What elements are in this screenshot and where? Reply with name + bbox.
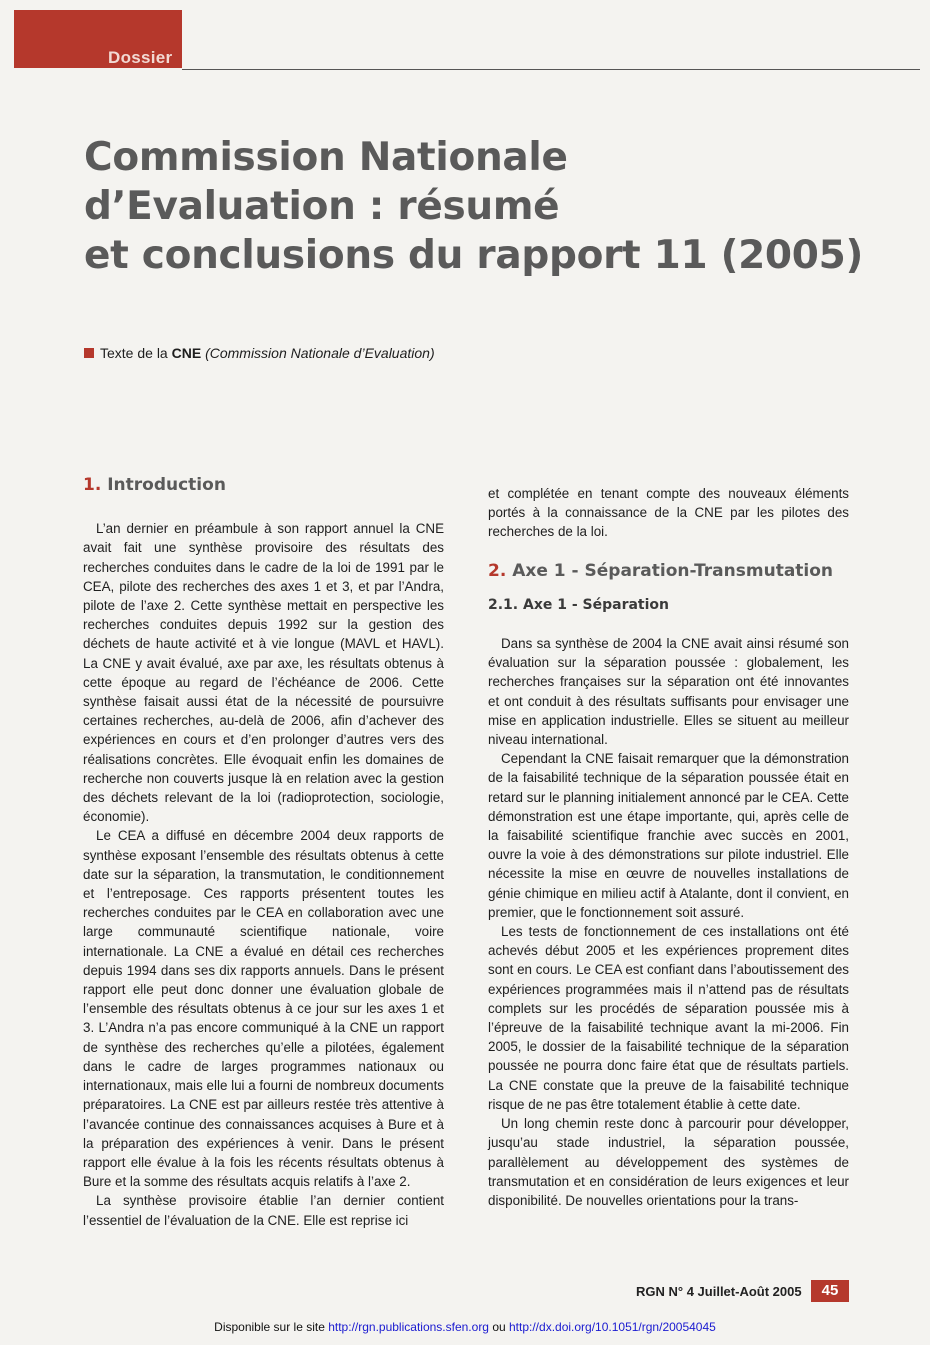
- article-title: [84, 133, 884, 280]
- paragraph: Un long chemin reste donc à parcourir pour développer, jusqu’au stade industriel, la séparation poussée, parallèlement au développement des systèmes de transmutation et en considération de leurs exigences et leur disponibilité. De nouvelles orientations pour la trans-: [488, 1116, 849, 1208]
- doi-link[interactable]: http://dx.doi.org/10.1051/rgn/20054045: [509, 1320, 716, 1334]
- availability-mid: ou: [488, 1320, 509, 1334]
- page-number: 45: [811, 1280, 849, 1302]
- paragraph: L’an dernier en préambule à son rapport annuel la CNE avait fait une synthèse provisoire des résultats des recherches conduites dans le cadre de la loi de 1991 par le CEA, pilote des recherches des axes 1 et 3, et par l’Andra, pilote de l’axe 2. Cette synthèse mettait en perspective les recherches conduites depuis 1992 sur la gestion des déchets de haute activité et à vie longue (MAVL et HAVL). La CNE y avait évalué, axe par axe, les résultats obtenus à cette époque au regard de l’échéance de 2006. Cette synthèse faisait aussi état de la nécessité de poursuivre certaines recherches, au-delà de 2006, afin d’achever des expériences en cours et d’en prolonger d’autres vers des réalisations concrètes. Elle évoquait enfin les domaines de recherche non couverts jusque là en relation avec la gestion des déchets relevant de la loi (radioprotection, sociologie, économie).: [83, 521, 444, 825]
- journal-name: RGN: [636, 1284, 665, 1299]
- byline-full: (Commission Nationale d’Evaluation): [205, 345, 435, 361]
- journal-issue: N° 4 Juillet-Août 2005: [664, 1284, 802, 1299]
- paragraph: Cependant la CNE faisait remarquer que la démonstration de la faisabilité technique de la séparation poussée était en retard sur le planning initialement annoncé par le CEA. Cette démonstration est une étape importante, qui, après celle de la faisabilité scientifique franchie avec succès en 2001, ouvre la voie à des démonstrations sur pilote industriel. Elle nécessite la mise en œuvre de nouvelles installations de génie chimique en milieu actif à Atalante, dont il convient, en premier, que le fonctionnement soit assuré.: [488, 751, 849, 920]
- section-label: Dossier: [108, 48, 173, 67]
- paragraph: Les tests de fonctionnement de ces installations ont été achevés début 2005 et les expériences proprement dites sont en cours. Le CEA est confiant dans l’aboutissement des expériences programmées mais il n’attend pas de résultats complets sur les procédés de séparation poussée mis à l’épreuve de la faisabilité technique avant la mi-2006. Fin 2005, le dossier de la faisabilité technique de la séparation poussée ne pourra donc faire état que de résultats partiels. La CNE constate que la preuve de la faisabilité technique risque de ne pas être totalement établie à cette date.: [488, 924, 849, 1112]
- byline-org: CNE: [171, 345, 202, 361]
- paragraph: Dans sa synthèse de 2004 la CNE avait ainsi résumé son évaluation sur la séparation poussée : globalement, les recherches françaises sur la séparation ont été innovantes et ont conduit à des résultats suffisants pour envisager une mise en application industrielle. Elles se situent au meilleur niveau international.: [488, 636, 849, 748]
- section-1-heading: [83, 476, 444, 495]
- header-rule: [182, 69, 920, 70]
- availability-prefix: Disponible sur le site: [214, 1320, 329, 1334]
- title-line-1: Commission Nationale: [84, 135, 568, 180]
- column-right: [488, 484, 849, 1210]
- section-1-number: 1.: [83, 475, 102, 495]
- column-left: [83, 476, 444, 1230]
- bullet-square-icon: [84, 348, 94, 358]
- paragraph-continuation: et complétée en tenant compte des nouveaux éléments portés à la connaissance de la CNE par les pilotes des recherches de la loi.: [488, 486, 849, 540]
- paragraph: La synthèse provisoire établie l’an dernier contient l’essentiel de l’évaluation de la CNE. Elle est reprise ici: [83, 1193, 444, 1228]
- byline: [84, 345, 435, 361]
- section-1-title: Introduction: [107, 475, 226, 495]
- publication-link[interactable]: http://rgn.publications.sfen.org: [328, 1320, 489, 1334]
- title-line-3: et conclusions du rapport 11 (2005): [84, 233, 863, 278]
- section-2-heading: [488, 562, 849, 581]
- byline-prefix: Texte de la: [100, 345, 172, 361]
- section-2-number: 2.: [488, 560, 507, 581]
- paragraph: Le CEA a diffusé en décembre 2004 deux rapports de synthèse exposant l’ensemble des résultats obtenus à cette date sur la séparation, la transmutation, le conditionnement et l’entreposage. Ces rapports présentent toutes les recherches conduites par le CEA en collaboration avec une large communauté scientifique nationale, voire internationale. La CNE a évalué en détail ces recherches depuis 1994 dans ses dix rapports annuels. Dans le présent rapport elle peut donc donner une évaluation globale de l’ensemble des résultats obtenus à ce jour sur les axes 1 et 3. L’Andra n’a pas encore communiqué à la CNE un rapport de synthèse des recherches qu’elle a pilotées, également dans le cadre de larges programmes nationaux ou internationaux, mais elle lui a fourni de nombreux documents préparatoires. La CNE est par ailleurs restée très attentive à l’avancée continue des connaissances acquises à Bure et à la préparation des expériences à venir. Dans le présent rapport elle évalue à la fois les récents résultats obtenus à Bure et la somme des résultats acquis relatifs à l’axe 2.: [83, 828, 445, 1190]
- title-line-2: d’Evaluation : résumé: [84, 184, 560, 229]
- availability-note: [0, 1320, 930, 1334]
- journal-reference: [636, 1284, 802, 1299]
- section-2-title: Axe 1 - Séparation-Transmutation: [512, 560, 834, 581]
- subsection-2-1-heading: 2.1. Axe 1 - Séparation: [488, 596, 670, 613]
